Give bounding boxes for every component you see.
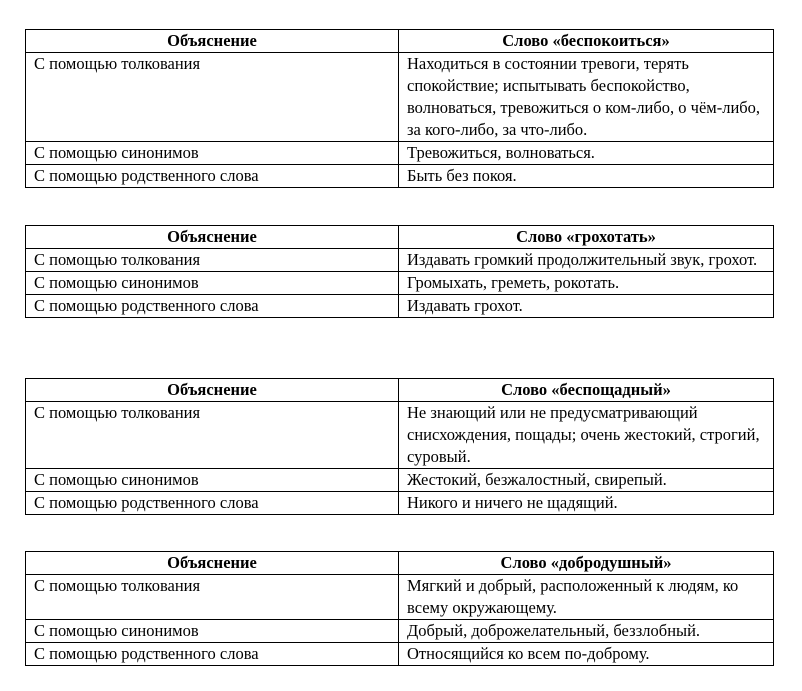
header-explanation: Объяснение xyxy=(26,226,399,249)
method-cell: С помощью родственного слова xyxy=(26,643,399,666)
definition-cell: Жестокий, безжалостный, свирепый. xyxy=(399,469,774,492)
table-header-row xyxy=(26,226,774,249)
definition-cell: Громыхать, греметь, рокотать. xyxy=(399,272,774,295)
definition-cell: Добрый, доброжелательный, беззлобный. xyxy=(399,620,774,643)
definition-cell: Не знающий или не предусматривающий снисхождения, пощады; очень жестокий, строгий, суровый. xyxy=(399,402,774,469)
definition-cell: Издавать грохот. xyxy=(399,295,774,318)
method-cell: С помощью синонимов xyxy=(26,469,399,492)
table-row xyxy=(26,402,774,469)
method-cell: С помощью толкования xyxy=(26,53,399,142)
word-table-2 xyxy=(25,225,774,318)
table-row xyxy=(26,295,774,318)
method-cell: С помощью толкования xyxy=(26,575,399,620)
table-row xyxy=(26,575,774,620)
table-header-row xyxy=(26,379,774,402)
table-row xyxy=(26,620,774,643)
word-table-1 xyxy=(25,29,774,188)
method-cell: С помощью синонимов xyxy=(26,142,399,165)
definition-cell: Быть без покоя. xyxy=(399,165,774,188)
header-word: Слово «добродушный» xyxy=(399,552,774,575)
word-table-4 xyxy=(25,551,774,666)
method-cell: С помощью толкования xyxy=(26,402,399,469)
definition-cell: Никого и ничего не щадящий. xyxy=(399,492,774,515)
table-header-row xyxy=(26,30,774,53)
table-row xyxy=(26,53,774,142)
method-cell: С помощью толкования xyxy=(26,249,399,272)
definition-cell: Находиться в состоянии тревоги, терять спокойствие; испытывать беспокойство, волноваться, тревожиться о ком-либо, о чём-либо, за кого-либо, за что-либо. xyxy=(399,53,774,142)
method-cell: С помощью родственного слова xyxy=(26,492,399,515)
method-cell: С помощью родственного слова xyxy=(26,165,399,188)
definition-cell: Относящийся ко всем по-доброму. xyxy=(399,643,774,666)
header-word: Слово «грохотать» xyxy=(399,226,774,249)
table-row xyxy=(26,249,774,272)
table-row xyxy=(26,469,774,492)
word-table-3 xyxy=(25,378,774,515)
header-word: Слово «беспощадный» xyxy=(399,379,774,402)
header-explanation: Объяснение xyxy=(26,30,399,53)
table-row xyxy=(26,492,774,515)
definition-cell: Издавать громкий продолжительный звук, грохот. xyxy=(399,249,774,272)
table-row xyxy=(26,142,774,165)
table-header-row xyxy=(26,552,774,575)
header-explanation: Объяснение xyxy=(26,379,399,402)
table-row xyxy=(26,643,774,666)
table-row xyxy=(26,272,774,295)
definition-cell: Тревожиться, волноваться. xyxy=(399,142,774,165)
header-word: Слово «беспокоиться» xyxy=(399,30,774,53)
table-row xyxy=(26,165,774,188)
method-cell: С помощью родственного слова xyxy=(26,295,399,318)
header-explanation: Объяснение xyxy=(26,552,399,575)
method-cell: С помощью синонимов xyxy=(26,272,399,295)
method-cell: С помощью синонимов xyxy=(26,620,399,643)
definition-cell: Мягкий и добрый, расположенный к людям, ко всему окружающему. xyxy=(399,575,774,620)
